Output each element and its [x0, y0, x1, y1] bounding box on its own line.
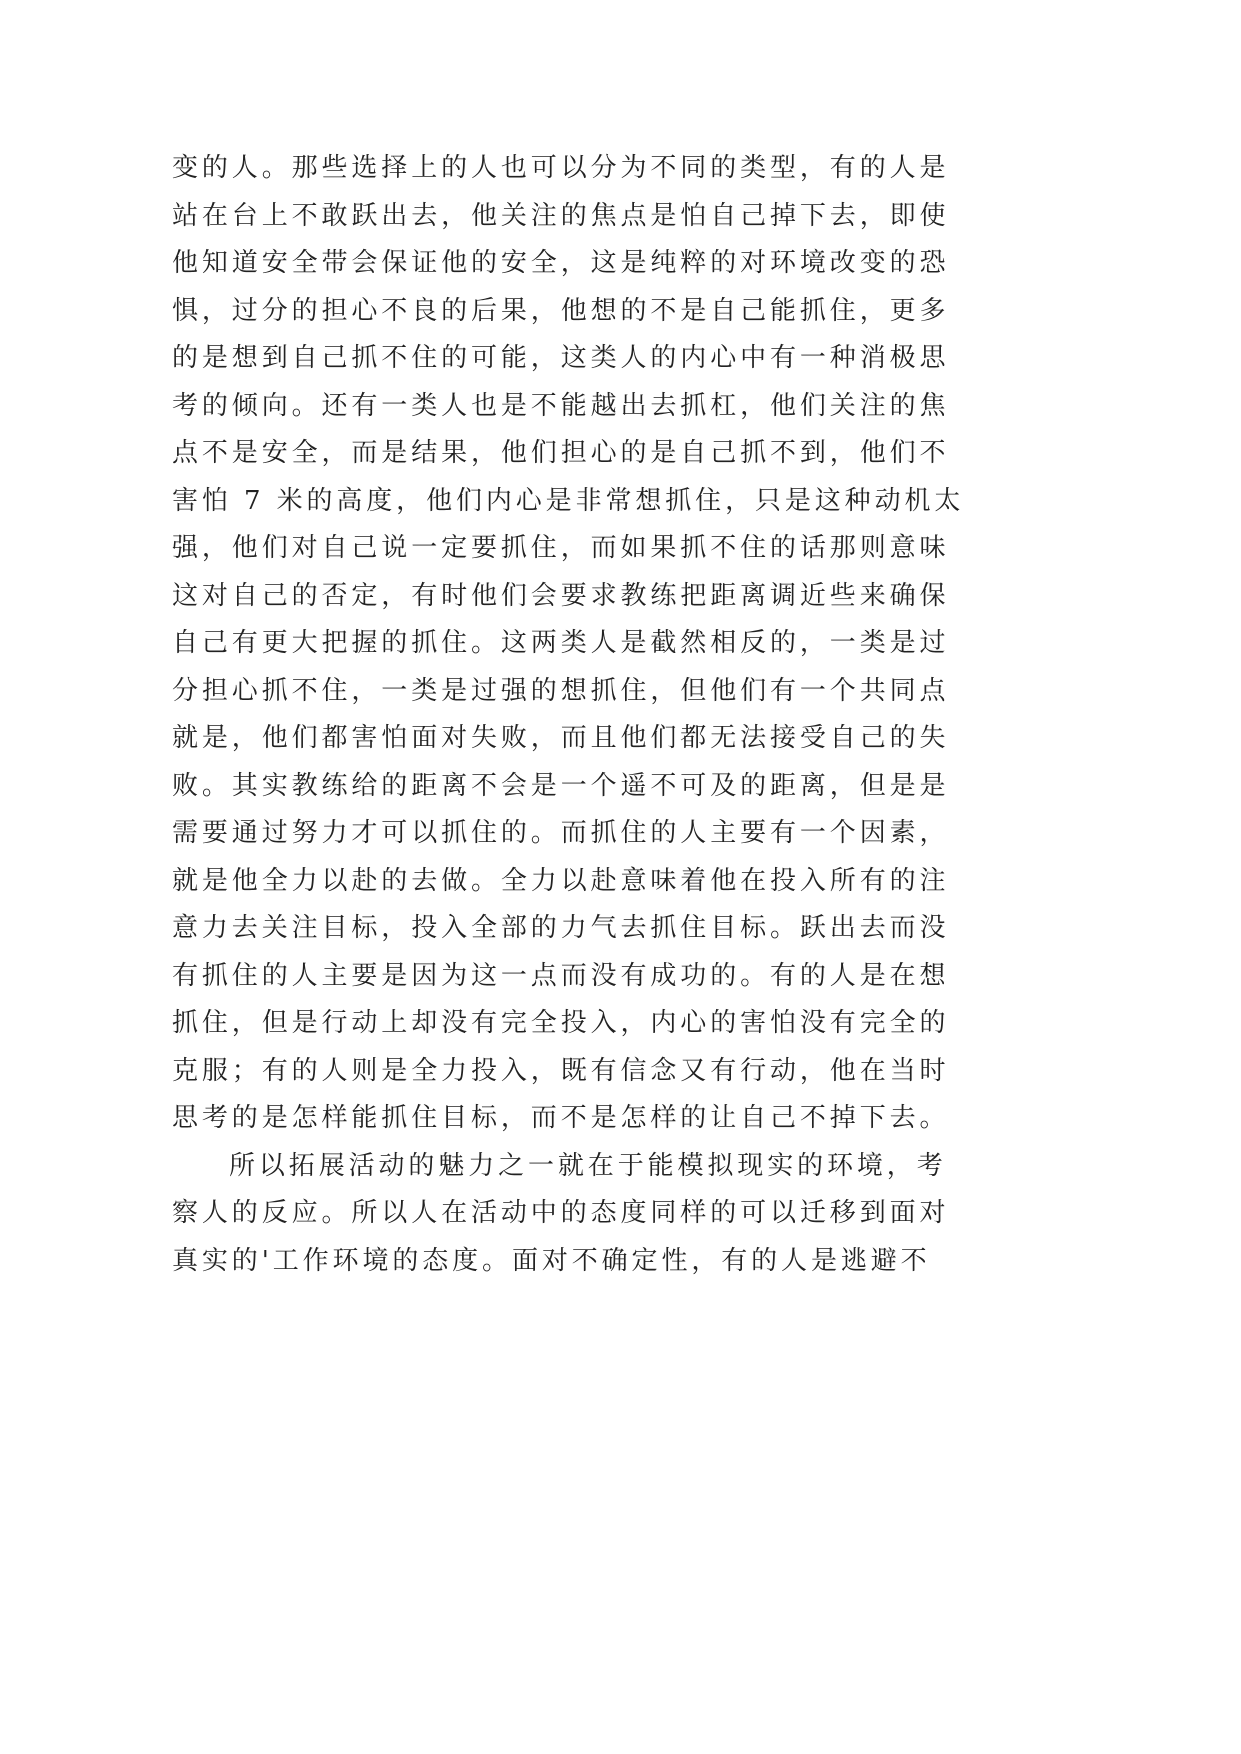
text-line: 考的倾向。还有一类人也是不能越出去抓杠，他们关注的焦	[172, 390, 950, 421]
text-line: 思考的是怎样能抓住目标，而不是怎样的让自己不掉下去。	[172, 1103, 950, 1133]
text-line: 这对自己的否定，有时他们会要求教练把距离调近些来确保	[172, 580, 950, 611]
text-line: 真实的'工作环境的态度。面对不确定性，有的人是逃避不	[172, 1245, 931, 1276]
text-line: 分担心抓不住，一类是过强的想抓住，但他们有一个共同点	[172, 675, 950, 706]
text-line: 站在台上不敢跃出去，他关注的焦点是怕自己掉下去，即使	[172, 200, 950, 231]
paragraph-start-line: 所以拓展活动的魅力之一就在于能模拟现实的环境，考	[229, 1150, 947, 1181]
text-line: 强，他们对自己说一定要抓住，而如果抓不住的话那则意味	[172, 533, 950, 563]
text-line: 变的人。那些选择上的人也可以分为不同的类型，有的人是	[172, 153, 950, 183]
body-text	[172, 145, 965, 1285]
text-line: 有抓住的人主要是因为这一点而没有成功的。有的人是在想	[172, 960, 950, 991]
text-line: 败。其实教练给的距离不会是一个遥不可及的距离，但是是	[172, 770, 950, 801]
text-line: 察人的反应。所以人在活动中的态度同样的可以迁移到面对	[172, 1198, 950, 1228]
text-line: 的是想到自己抓不住的可能，这类人的内心中有一种消极思	[172, 343, 950, 373]
text-line: 抓住，但是行动上却没有完全投入，内心的害怕没有完全的	[172, 1008, 950, 1038]
text-line: 就是他全力以赴的去做。全力以赴意味着他在投入所有的注	[172, 865, 950, 896]
text-line: 自己有更大把握的抓住。这两类人是截然相反的，一类是过	[172, 628, 950, 658]
text-line: 点不是安全，而是结果，他们担心的是自己抓不到，他们不	[172, 438, 950, 468]
text-line: 惧，过分的担心不良的后果，他想的不是自己能抓住，更多	[172, 295, 950, 326]
text-line: 就是，他们都害怕面对失败，而且他们都无法接受自己的失	[172, 723, 950, 753]
text-line: 他知道安全带会保证他的安全，这是纯粹的对环境改变的恐	[172, 248, 950, 278]
text-line: 意力去关注目标，投入全部的力气去抓住目标。跃出去而没	[172, 913, 950, 943]
text-line: 克服；有的人则是全力投入，既有信念又有行动，他在当时	[172, 1055, 950, 1086]
text-line: 需要通过努力才可以抓住的。而抓住的人主要有一个因素，	[172, 818, 950, 848]
text-line: 害怕 7 米的高度，他们内心是非常想抓住，只是这种动机太	[172, 485, 965, 516]
